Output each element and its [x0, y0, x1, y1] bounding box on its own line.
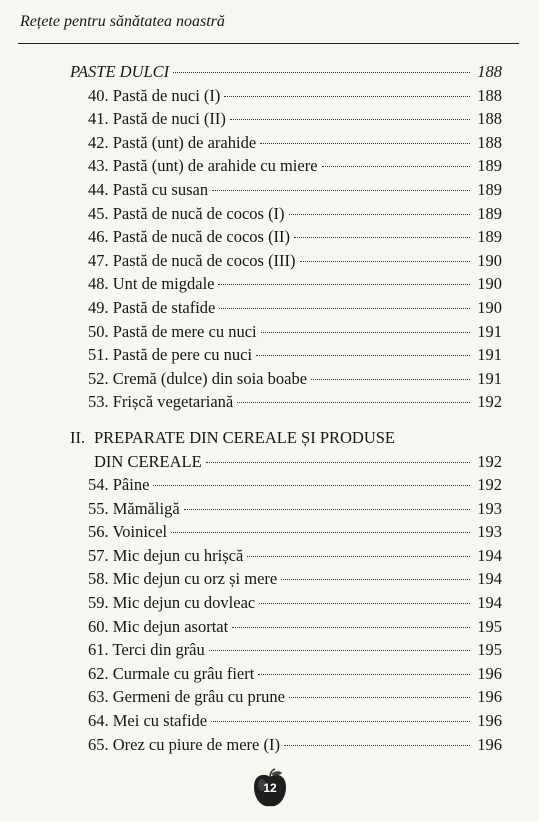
toc-entry — [70, 296, 502, 320]
toc-entry — [70, 615, 502, 639]
toc-entry-label: 41. Pastă de nuci (II) — [88, 109, 226, 129]
toc-entry — [70, 107, 502, 131]
dot-leader — [259, 603, 470, 604]
dot-leader — [261, 332, 470, 333]
toc-entry — [70, 733, 502, 757]
toc-page-number: 188 — [477, 62, 502, 81]
section-title-line2: DIN CEREALE — [94, 451, 202, 471]
toc-page-number: 190 — [477, 274, 502, 294]
toc-entry — [70, 638, 502, 662]
toc-page-number: 196 — [477, 663, 502, 683]
toc-entry-label: 56. Voinicel — [88, 522, 168, 542]
toc-entry — [70, 154, 502, 178]
toc-page-number: 190 — [477, 250, 502, 270]
dot-leader — [289, 214, 470, 215]
dot-leader — [224, 96, 470, 97]
toc-page-number: 194 — [477, 593, 502, 613]
toc-page-number: 189 — [477, 203, 502, 223]
toc-entry-label: 55. Mămăligă — [88, 498, 180, 518]
running-header: Rețete pentru sănătatea noastră — [20, 13, 225, 30]
toc-entry — [70, 497, 502, 521]
dot-leader — [284, 745, 470, 746]
section-title-line1: PREPARATE DIN CEREALE ȘI PRODUSE — [94, 427, 396, 447]
toc-page-number: 191 — [477, 368, 502, 388]
toc-page-number: 192 — [477, 392, 502, 412]
dot-leader — [230, 119, 470, 120]
toc-page-number: 193 — [477, 498, 502, 518]
dot-leader — [258, 674, 470, 675]
toc-page-number: 191 — [477, 345, 502, 365]
toc-group-label: PASTE DULCI — [70, 62, 170, 81]
dot-leader — [219, 308, 470, 309]
header-rule — [18, 43, 519, 44]
dot-leader — [289, 697, 470, 698]
toc-entry-label: 50. Pastă de mere cu nuci — [88, 321, 257, 341]
toc-entry-label: 59. Mic dejun cu dovleac — [88, 593, 256, 613]
toc-entry — [70, 520, 502, 544]
toc-entry-label: 45. Pastă de nucă de cocos (I) — [88, 203, 285, 223]
toc-page-number: 189 — [477, 179, 502, 199]
toc-entry-label: 48. Unt de migdale — [88, 274, 215, 294]
dot-leader — [322, 166, 470, 167]
toc-entry — [70, 367, 502, 391]
dot-leader — [184, 509, 470, 510]
dot-leader — [171, 532, 470, 533]
dot-leader — [173, 72, 470, 73]
dot-leader — [218, 284, 470, 285]
table-of-contents — [70, 60, 502, 756]
dot-leader — [209, 650, 470, 651]
toc-entry — [70, 178, 502, 202]
toc-entry — [70, 320, 502, 344]
toc-entry — [70, 662, 502, 686]
dot-leader — [153, 485, 470, 486]
toc-page-number: 188 — [477, 85, 502, 105]
toc-list-paste-dulci — [70, 84, 502, 414]
section-number: II. — [70, 427, 86, 447]
toc-page-number: 188 — [477, 132, 502, 152]
toc-entry — [70, 131, 502, 155]
toc-page-number: 194 — [477, 569, 502, 589]
toc-entry-label: 51. Pastă de pere cu nuci — [88, 345, 253, 365]
toc-page-number: 191 — [477, 321, 502, 341]
toc-section-heading — [70, 426, 502, 450]
toc-entry — [70, 225, 502, 249]
dot-leader — [212, 190, 470, 191]
page-number: 12 — [263, 781, 277, 795]
toc-entry-label: 44. Pastă cu susan — [88, 179, 209, 199]
dot-leader — [232, 627, 470, 628]
dot-leader — [206, 462, 470, 463]
dot-leader — [260, 143, 470, 144]
dot-leader — [300, 261, 470, 262]
dot-leader — [311, 379, 470, 380]
dot-leader — [237, 402, 470, 403]
toc-page-number: 189 — [477, 227, 502, 247]
toc-entry-label: 65. Orez cu piure de mere (I) — [88, 734, 280, 754]
dot-leader — [281, 579, 470, 580]
toc-entry — [70, 249, 502, 273]
toc-entry — [70, 709, 502, 733]
toc-group-title — [70, 60, 502, 84]
toc-entry — [70, 591, 502, 615]
toc-entry — [70, 544, 502, 568]
toc-page-number: 189 — [477, 156, 502, 176]
toc-entry — [70, 84, 502, 108]
toc-page-number: 188 — [477, 109, 502, 129]
toc-page-number: 195 — [477, 616, 502, 636]
toc-entry-label: 60. Mic dejun asortat — [88, 616, 229, 636]
toc-page-number: 192 — [477, 475, 502, 495]
toc-entry — [70, 202, 502, 226]
toc-entry — [70, 685, 502, 709]
toc-entry-label: 42. Pastă (unt) de arahide — [88, 132, 257, 152]
toc-page-number: 195 — [477, 640, 502, 660]
toc-entry-label: 61. Terci din grâu — [88, 640, 205, 660]
toc-entry-label: 58. Mic dejun cu orz și mere — [88, 569, 278, 589]
toc-entry-label: 47. Pastă de nucă de cocos (III) — [88, 250, 296, 270]
toc-page-number: 196 — [477, 687, 502, 707]
dot-leader — [294, 237, 470, 238]
toc-entry-label: 43. Pastă (unt) de arahide cu miere — [88, 156, 318, 176]
toc-entry-label: 49. Pastă de stafide — [88, 297, 216, 317]
toc-page-number: 196 — [477, 711, 502, 731]
toc-page-number: 196 — [477, 734, 502, 754]
toc-entry-label: 63. Germeni de grâu cu prune — [88, 687, 286, 707]
toc-entry-label: 54. Pâine — [88, 475, 150, 495]
dot-leader — [256, 355, 470, 356]
toc-entry-label: 46. Pastă de nucă de cocos (II) — [88, 227, 291, 247]
toc-entry-label: 64. Mei cu stafide — [88, 711, 208, 731]
toc-entry-label: 62. Curmale cu grâu fiert — [88, 663, 255, 683]
toc-section-heading-cont — [70, 450, 502, 474]
toc-page-number: 193 — [477, 522, 502, 542]
dot-leader — [211, 721, 470, 722]
toc-entry — [70, 567, 502, 591]
toc-list-cereale — [70, 473, 502, 756]
toc-entry — [70, 343, 502, 367]
toc-entry-label: 40. Pastă de nuci (I) — [88, 85, 221, 105]
toc-page-number: 190 — [477, 297, 502, 317]
toc-page-number: 194 — [477, 545, 502, 565]
toc-entry-label: 52. Cremă (dulce) din soia boabe — [88, 368, 308, 388]
toc-entry-label: 57. Mic dejun cu hrișcă — [88, 545, 244, 565]
toc-page-number: 192 — [477, 451, 502, 471]
toc-entry — [70, 473, 502, 497]
toc-entry — [70, 272, 502, 296]
toc-entry — [70, 390, 502, 414]
dot-leader — [247, 556, 470, 557]
toc-entry-label: 53. Frișcă vegetariană — [88, 392, 234, 412]
